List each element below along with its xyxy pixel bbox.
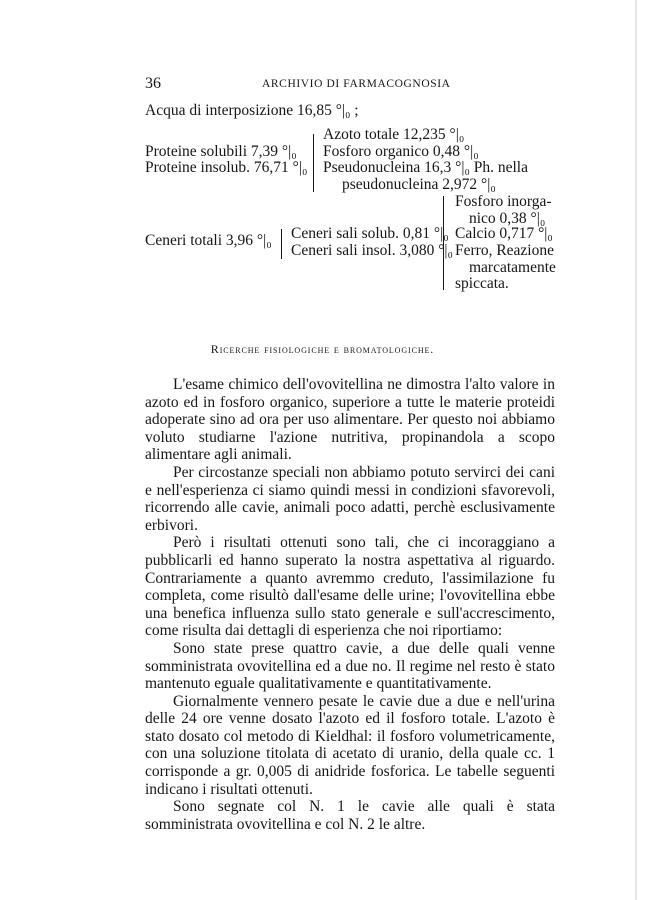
ferro-line: Ferro, Reazione	[455, 242, 554, 259]
ceneri-totali-line: Ceneri totali 3,96 °|₀	[145, 232, 272, 249]
azoto-totale-line: Azoto totale 12,235 °|₀	[323, 126, 465, 143]
paragraph: Però i risultati ottenuti sono tali, che ci incoraggiano a pubblicarli ed hanno superato la nostra aspettativa al riguardo. Contrariamente a quanto avremmo creduto, l'assimilazione fu completa, come risultò dall'esame delle urine; l'ovovitellina ebbe una benefica influenza sullo stato generale e sull'accrescimento, come risulta dai dettagli di esperienza che noi riportiamo:	[145, 534, 555, 640]
paragraph: Per circostanze speciali non abbiamo potuto servirci dei cani e nell'esperienza ci siamo quindi messi in condizioni sfavorevoli, ricorrendo alle cavie, animali poco adatti, perchè esclusivamente erbivori.	[145, 463, 555, 534]
paragraph: Giornalmente vennero pesate le cavie due a due e nell'urina delle 24 ore venne dosato l'azoto ed il fosforo totale. L'azoto è stato dosato col metodo di Kieldhal: il fosforo volumetricamente, con una soluzione titolata di acetato di uranio, della quale cc. 1 corrisponde a gr. 0,005 di anidride fosforica. Le tabelle seguenti indicano i risultati ottenuti.	[145, 692, 555, 798]
fosforo-inorganico-line-1: Fosforo inorga-	[455, 193, 552, 210]
acqua-line: Acqua di interposizione 16,85 °|₀ ;	[145, 102, 359, 119]
fosforo-inorganico-line-2: nico 0,38 °|₀	[469, 210, 546, 227]
body-text	[145, 376, 555, 833]
ceneri-insol-line: Ceneri sali insol. 3,080 °|₀	[291, 242, 453, 259]
pseudonucleina-ph-line: pseudonucleina 2,972 °|₀	[342, 176, 496, 193]
marcatamente-line: marcatamente	[469, 259, 556, 276]
page-number: 36	[145, 75, 161, 92]
spiccata-line: spiccata.	[455, 275, 509, 292]
fosforo-organico-line: Fosforo organico 0,48 °|₀	[323, 143, 479, 160]
ceneri-solub-line: Ceneri sali solub. 0,81 °|₀	[291, 225, 449, 242]
section-heading	[0, 343, 645, 355]
pseudonucleina-line: Pseudonucleina 16,3 °|₀ Ph. nella	[323, 159, 528, 176]
paragraph: Sono segnate col N. 1 le cavie alle quali è stata somministrata ovovitellina e col N. 2 le altre.	[145, 798, 555, 833]
proteine-solubili-line: Proteine solubili 7,39 °|₀	[145, 143, 297, 160]
running-title: ARCHIVIO DI FARMACOGNOSIA	[262, 78, 451, 90]
paragraph: L'esame chimico dell'ovovitellina ne dimostra l'alto valore in azoto ed in fosforo organico, superiore a tutte le materie proteidi adoperate sino ad ora per uso alimentare. Per questo noi abbiamo voluto studiarne l'azione nutritiva, propinandola a scopo alimentare agli animali.	[145, 376, 555, 464]
page-edge-shadow	[635, 0, 637, 900]
paragraph: Sono state prese quattro cavie, a due delle quali venne somministrata ovovitellina ed a due no. Il regime nel resto è stato mantenuto eguale qualitativamente e quantitativamente.	[145, 639, 555, 693]
brace-proteine	[313, 134, 314, 192]
calcio-line: Calcio 0,717 °|₀	[455, 225, 553, 242]
brace-ceneri	[281, 229, 282, 259]
section-heading-text: Ricerche fisiologiche e bromatologiche.	[210, 342, 435, 356]
proteine-insolub-line: Proteine insolub. 76,71 °|₀	[145, 159, 308, 176]
